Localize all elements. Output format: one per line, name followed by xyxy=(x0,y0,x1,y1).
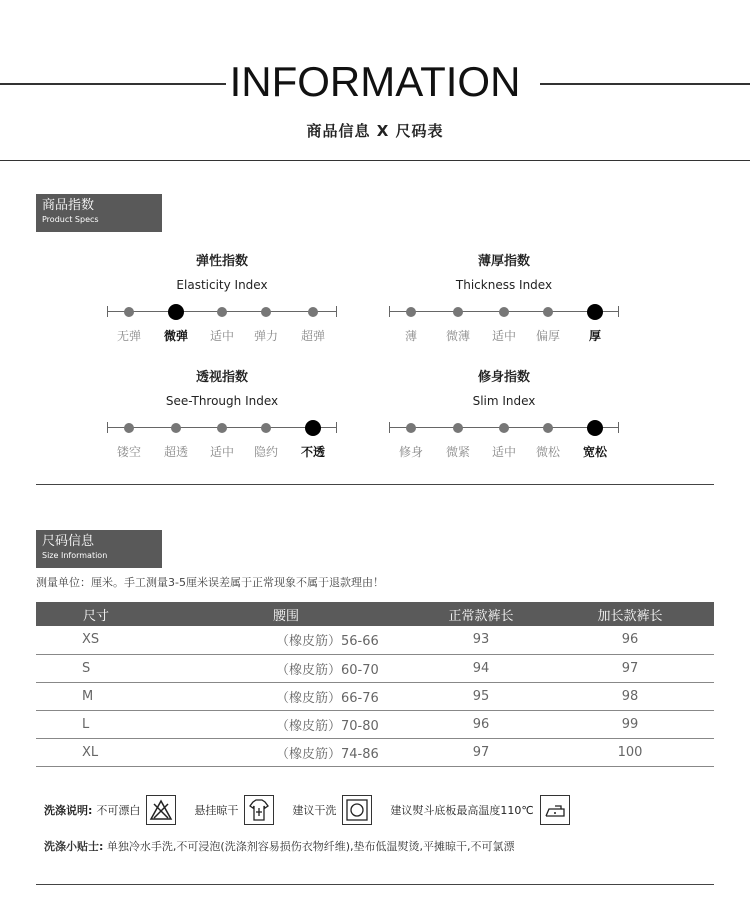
index-title-en: See-Through Index xyxy=(165,394,279,408)
index-title-zh: 薄厚指数 xyxy=(477,254,530,269)
scale-tick xyxy=(618,306,619,317)
scale-option-label: 超透 xyxy=(163,445,188,459)
cell-waist: （橡皮筋）66-76 xyxy=(156,682,416,710)
cell-size: XL xyxy=(36,738,156,766)
index-title-zh: 修身指数 xyxy=(477,370,530,385)
cell-waist: （橡皮筋）74-86 xyxy=(156,738,416,766)
cell-waist: （橡皮筋）70-80 xyxy=(156,710,416,738)
table-row xyxy=(36,626,714,654)
scale-dot xyxy=(543,307,553,317)
dry-clean-icon xyxy=(342,795,372,825)
cell-size: M xyxy=(36,682,156,710)
table-row xyxy=(36,682,714,710)
scale-dot xyxy=(453,423,463,433)
wash-item-text: 不可漂白 xyxy=(96,804,141,817)
scale-dot xyxy=(406,423,416,433)
scale-dot xyxy=(124,307,134,317)
scale-option-label: 微弹 xyxy=(163,329,188,343)
hang-dry-icon xyxy=(244,795,274,825)
specs-divider xyxy=(36,484,714,485)
scale-dot-selected xyxy=(305,420,321,436)
scale-option-label: 微松 xyxy=(535,445,560,459)
index-labels xyxy=(389,327,619,345)
header-long-length: 加长款裤长 xyxy=(546,602,714,626)
scale-option-label: 微紧 xyxy=(445,445,470,459)
scale-option-label: 适中 xyxy=(491,329,516,343)
thickness-index xyxy=(389,250,619,345)
scale-option-label: 微薄 xyxy=(445,329,470,343)
product-specs-label-zh: 商品指数 xyxy=(42,198,95,213)
cell-long-length: 98 xyxy=(546,682,714,710)
wash-instructions xyxy=(44,795,588,825)
scale-option-label: 宽松 xyxy=(582,445,607,459)
size-info-label-zh: 尺码信息 xyxy=(42,534,95,549)
index-scale xyxy=(389,302,619,322)
index-labels xyxy=(107,327,337,345)
scale-dot xyxy=(543,423,553,433)
table-row xyxy=(36,738,714,766)
scale-tick xyxy=(107,422,108,433)
product-specs-label-en: Product Specs xyxy=(42,215,99,224)
index-scale xyxy=(389,418,619,438)
cell-normal-length: 94 xyxy=(416,654,546,682)
header-divider xyxy=(0,160,750,161)
scale-dot-selected xyxy=(168,304,184,320)
scale-option-label: 适中 xyxy=(491,445,516,459)
scale-dot xyxy=(217,423,227,433)
scale-option-label: 偏厚 xyxy=(535,329,560,343)
tips-label: 洗涤小贴士: xyxy=(44,840,104,853)
scale-option-label: 修身 xyxy=(398,445,423,459)
scale-tick xyxy=(107,306,108,317)
scale-option-label: 超弹 xyxy=(300,329,325,343)
cell-normal-length: 93 xyxy=(416,626,546,654)
index-scale xyxy=(107,302,337,322)
header-waist: 腰围 xyxy=(156,602,416,626)
index-labels xyxy=(389,443,619,461)
table-row xyxy=(36,654,714,682)
scale-dot xyxy=(171,423,181,433)
size-info-label xyxy=(36,530,162,568)
cell-long-length: 97 xyxy=(546,654,714,682)
scale-tick xyxy=(618,422,619,433)
scale-dot xyxy=(124,423,134,433)
page-title: INFORMATION xyxy=(229,58,521,105)
footer-divider xyxy=(36,884,714,885)
wash-tips xyxy=(44,838,514,854)
size-table-header xyxy=(36,602,714,626)
elasticity-index xyxy=(107,250,337,345)
index-title-en: Thickness Index xyxy=(455,278,553,292)
cell-normal-length: 95 xyxy=(416,682,546,710)
scale-option-label: 薄 xyxy=(404,329,417,343)
see-through-index xyxy=(107,366,337,461)
scale-tick xyxy=(389,306,390,317)
scale-tick xyxy=(336,422,337,433)
index-title-en: Elasticity Index xyxy=(176,278,268,292)
scale-option-label: 镂空 xyxy=(116,445,141,459)
index-scale xyxy=(107,418,337,438)
header-size: 尺寸 xyxy=(36,602,156,626)
scale-dot xyxy=(453,307,463,317)
scale-option-label: 不透 xyxy=(300,445,325,459)
wash-label: 洗涤说明: xyxy=(44,804,93,817)
scale-option-label: 无弹 xyxy=(116,329,141,343)
scale-option-label: 隐约 xyxy=(253,445,278,459)
cell-normal-length: 96 xyxy=(416,710,546,738)
wash-item-text: 建议干洗 xyxy=(292,804,337,817)
scale-dot xyxy=(406,307,416,317)
wash-item-text: 悬挂晾干 xyxy=(194,804,239,817)
product-specs-label xyxy=(36,194,162,232)
scale-option-label: 厚 xyxy=(588,329,601,343)
cell-waist: （橡皮筋）60-70 xyxy=(156,654,416,682)
scale-dot xyxy=(261,307,271,317)
cell-size: S xyxy=(36,654,156,682)
cell-long-length: 96 xyxy=(546,626,714,654)
scale-dot xyxy=(261,423,271,433)
tips-text: 单独冷水手洗,不可浸泡(洗涤剂容易损伤衣物纤维),垫布低温熨烫,平摊晾干,不可氯漂 xyxy=(106,840,515,853)
scale-dot xyxy=(308,307,318,317)
table-row xyxy=(36,710,714,738)
scale-dot xyxy=(499,307,509,317)
scale-dot xyxy=(217,307,227,317)
scale-dot-selected xyxy=(587,304,603,320)
scale-dot-selected xyxy=(587,420,603,436)
index-title-zh: 弹性指数 xyxy=(195,254,248,269)
scale-dot xyxy=(499,423,509,433)
scale-option-label: 弹力 xyxy=(253,329,278,343)
measurement-note: 测量单位：厘米。手工测量3-5厘米误差属于正常现象不属于退款理由！ xyxy=(36,576,384,589)
index-title-en: Slim Index xyxy=(472,394,536,408)
size-info-label-en: Size Information xyxy=(42,551,108,560)
index-title-zh: 透视指数 xyxy=(195,370,248,385)
cell-long-length: 99 xyxy=(546,710,714,738)
cell-size: L xyxy=(36,710,156,738)
scale-tick xyxy=(336,306,337,317)
cell-long-length: 100 xyxy=(546,738,714,766)
cell-waist: （橡皮筋）56-66 xyxy=(156,626,416,654)
page-subtitle: 商品信息 X 尺码表 xyxy=(306,122,444,140)
iron-icon xyxy=(540,795,570,825)
wash-item-text: 建议熨斗底板最高温度110℃ xyxy=(390,804,534,817)
slim-index xyxy=(389,366,619,461)
scale-option-label: 适中 xyxy=(209,329,234,343)
no-bleach-icon xyxy=(146,795,176,825)
size-table xyxy=(36,602,714,767)
scale-tick xyxy=(389,422,390,433)
header-normal-length: 正常款裤长 xyxy=(416,602,546,626)
index-labels xyxy=(107,443,337,461)
cell-size: XS xyxy=(36,626,156,654)
cell-normal-length: 97 xyxy=(416,738,546,766)
scale-option-label: 适中 xyxy=(209,445,234,459)
